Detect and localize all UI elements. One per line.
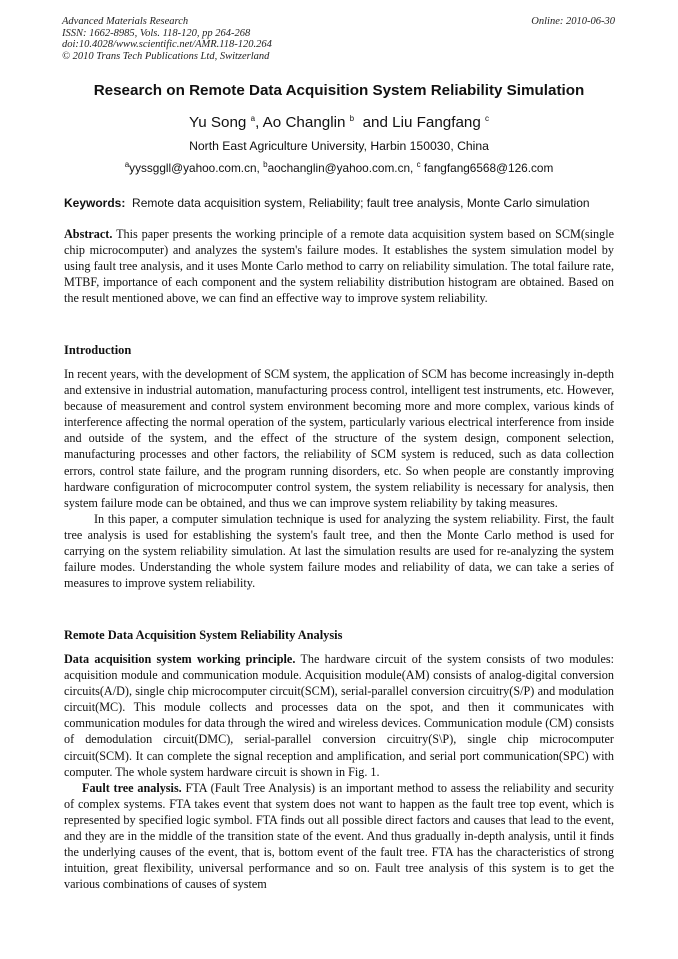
author-2-mark: b <box>349 113 355 123</box>
email-2: aochanglin@yahoo.com.cn, <box>267 161 414 175</box>
fault-tree-paragraph <box>64 780 614 893</box>
keywords <box>64 196 624 210</box>
affiliation: North East Agriculture University, Harbin 150030, China <box>189 139 489 153</box>
abstract <box>64 226 614 306</box>
intro-paragraph-2: In this paper, a computer simulation technique is used for analyzing the system reliability. First, the fault tree analysis is used for establishing the system's fault tree, and then the Monte Carlo method is used for carrying on the system reliability simulation. At last the simulation results are used for re-analyzing the system failure modes. Understanding the whole system failure modes and reliability of data, we can take a series of measures to improve system reliability. <box>64 511 614 591</box>
author-1-mark: a <box>250 113 256 123</box>
email-1-mark: a <box>124 160 130 170</box>
author-separator: , <box>255 114 263 131</box>
author-3: Liu Fangfang <box>392 114 481 131</box>
author-1: Yu Song <box>188 114 247 131</box>
section-heading-introduction: Introduction <box>64 343 132 357</box>
author-list <box>40 114 638 131</box>
author-2: Ao Changlin <box>262 114 346 131</box>
email-3-mark: c <box>416 160 421 170</box>
abstract-label: Abstract. <box>64 227 113 241</box>
author-3-mark: c <box>485 113 490 123</box>
introduction-body <box>64 366 614 591</box>
intro-paragraph-1: In recent years, with the development of SCM system, the application of SCM has become increasingly in-depth and extensive in industrial automation, manufacturing process control, intelligent test instruments, etc. However, because of measurement and control system environment becoming more and more complex, various kinds of interference affecting the normal operation of the system, particularly various electrical interference from inside and outside of the system, and the effect of the structure of the system design, component selection, manufacturing processes and other factors, the reliability of SCM system is reduced, such as data collection errors, control state failure, and the program running disorders, etc. So when people are constantly improving hardware configuration of microcomputer control system, the system reliability is necessary for analysis, then system failure mode can be obtained, and thus we can improve system reliability by taking measures. <box>64 367 614 510</box>
keywords-text: Remote data acquisition system, Reliability; fault tree analysis, Monte Carlo simulation <box>132 196 590 210</box>
email-list <box>40 161 638 175</box>
fault-tree-label: Fault tree analysis. <box>82 780 182 795</box>
doi-line: doi:10.4028/www.scientific.net/AMR.118-120.264 <box>62 39 272 50</box>
section-heading-reliability-analysis: Remote Data Acquisition System Reliability Analysis <box>64 628 343 642</box>
fault-tree-text: FTA (Fault Tree Analysis) is an important method to assess the reliability and security of complex systems. FTA takes event that system does not want to happen as the fault tree top event, which is represented by specified logic symbol. FTA finds out all possible direct factors and causes that lead to the event, and they are in the middle of the transition state of the event. And thus gradually in-depth analysis, until it finds the underlying causes of the event, that is, bottom event of the fault tree. FTA has the characteristics of strong intuition, great flexibility, universal performance and so on. Fault tree analysis of this system is to get the various combinations of causes of system <box>64 780 615 892</box>
working-principle-label: Data acquisition system working principle. <box>64 652 296 666</box>
online-date: Online: 2010-06-30 <box>531 16 615 27</box>
email-1: yyssggll@yahoo.com.cn, <box>129 161 260 175</box>
email-2-mark: b <box>263 160 268 170</box>
paper-title: Research on Remote Data Acquisition System Reliability Simulation <box>93 82 585 99</box>
journal-header <box>62 16 462 62</box>
copyright-line: © 2010 Trans Tech Publications Ltd, Switzerland <box>62 50 270 62</box>
reliability-analysis-body <box>64 651 614 892</box>
abstract-text: This paper presents the working principle of a remote data acquisition system based on SCM(single chip microcomputer) and analyzes the system's failure modes. It establishes the system simulation model by using fault tree analysis, and it uses Monte Carlo method to carry on reliability simulation. The total failure rate, MTBF, importance of each component and the system reliability distribution histogram are obtained. Based on the result mentioned above, we can find an effective way to improve system reliability. <box>64 227 615 306</box>
working-principle-text: The hardware circuit of the system consists of two modules: acquisition module and communication module. Acquisition module(AM) consists of analog-digital conversion circuits(A/D), single chip microcomputer circuit(SCM), serial-parallel conversion circuitry(S/P) and modulation circuit(MC). This module collects and processes data on the spot, and then it communicates with communication modules for data through the wired and wireless devices. Communication module (CM) consists of demodulation circuit(DMC), serial-parallel conversion circuitry(S\P), single chip microcomputer circuit(SCM). It can complete the signal reception and amplification, and serial port communication(SPC) with computer. The whole system hardware circuit is shown in Fig. 1. <box>64 652 614 779</box>
author-and: and <box>362 114 388 131</box>
email-3: fangfang6568@126.com <box>423 161 554 175</box>
issn-line: ISSN: 1662-8985, Vols. 118-120, pp 264-268 <box>62 27 251 39</box>
working-principle-paragraph <box>64 651 614 780</box>
keywords-label: Keywords: <box>64 196 126 210</box>
journal-name: Advanced Materials Research <box>62 16 189 27</box>
